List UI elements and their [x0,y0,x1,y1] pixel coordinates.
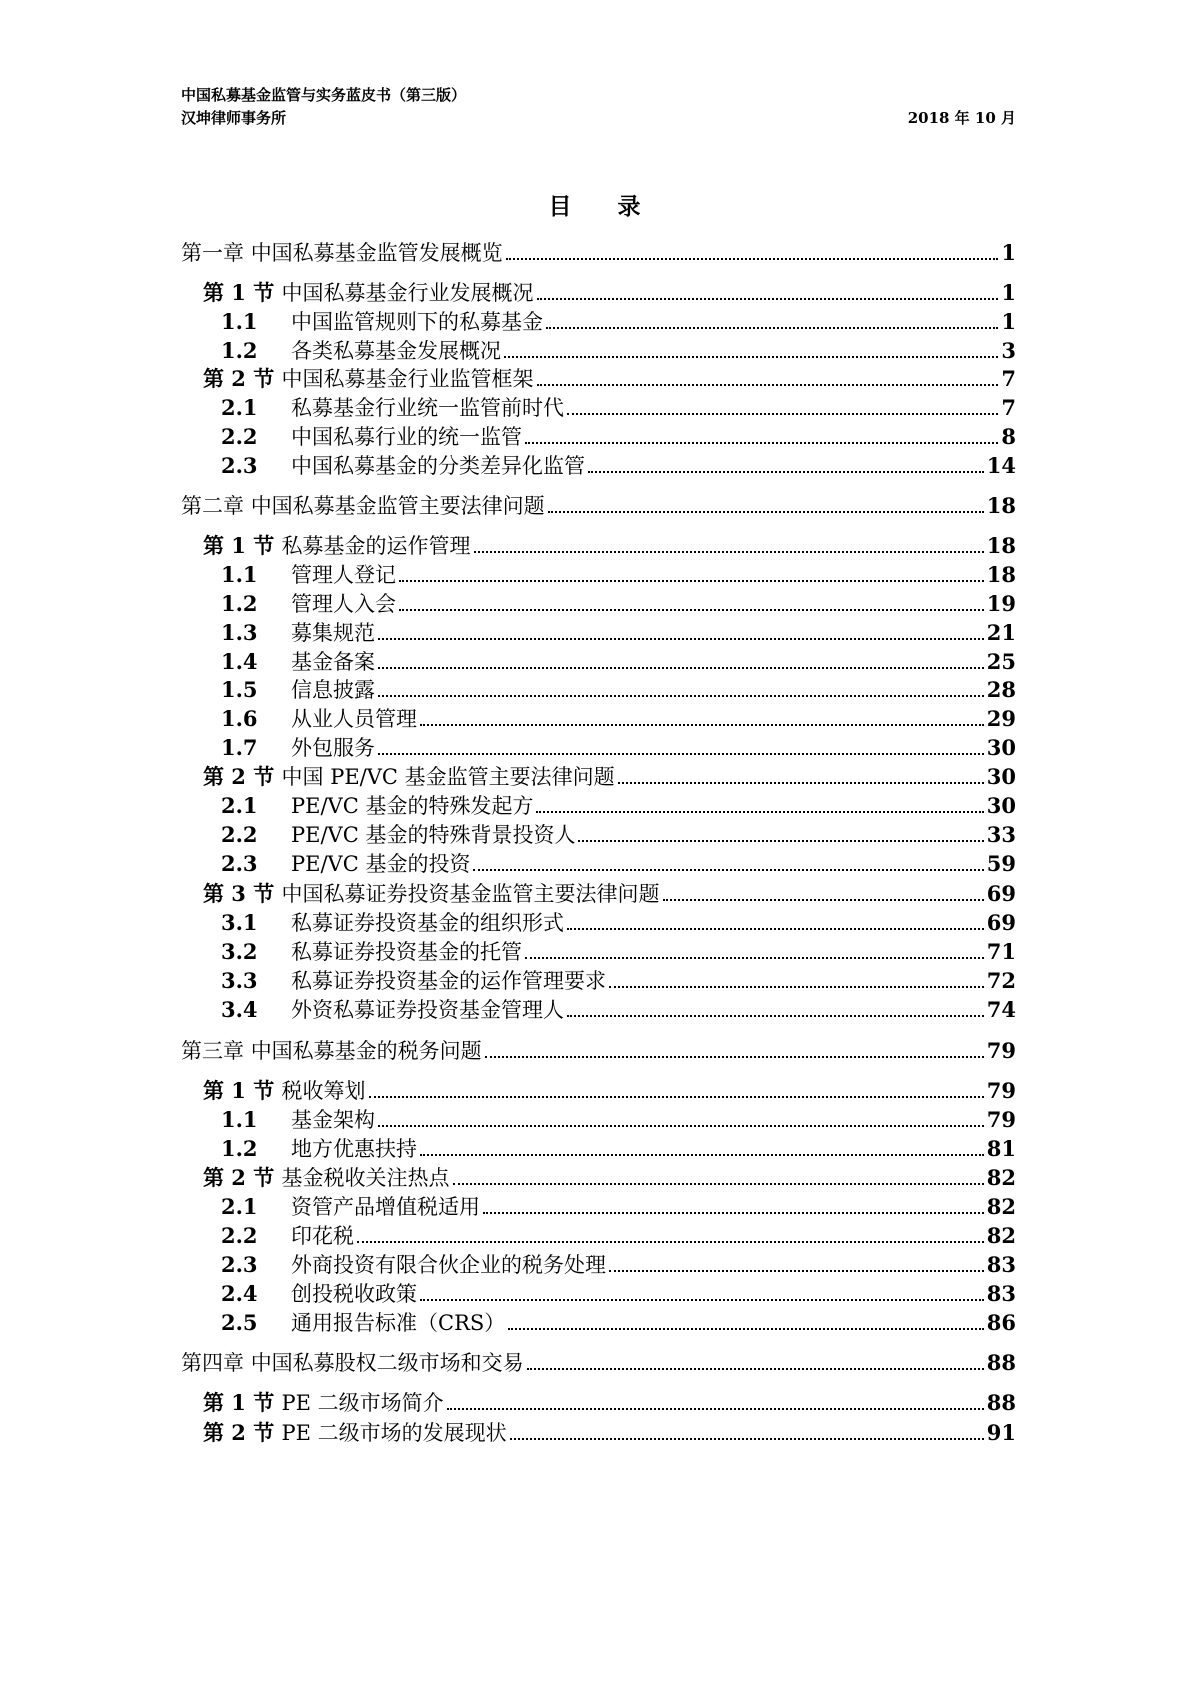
toc-entry-number: 第 1 节 [203,533,282,558]
toc-entry-title: 私募证券投资基金的运作管理要求 [291,969,606,993]
dot-leader [578,840,983,842]
toc-entry-number: 1.1 [221,309,258,334]
toc-subsection-entry[interactable] [221,1219,1016,1249]
header-row-2 [181,107,1016,130]
dot-leader [357,1241,984,1243]
toc-entry-title: 税收筹划 [281,1079,366,1103]
toc-entry-page: 1 [1001,309,1016,334]
dot-leader [399,580,984,582]
toc-entry-number: 2.3 [221,851,258,876]
toc-entry-title: 印花税 [291,1224,354,1248]
toc-entry-page: 69 [986,910,1016,935]
toc-entry-number: 第 1 节 [203,1390,282,1415]
toc-entry-title: 中国私募证券投资基金监管主要法律问题 [281,882,660,906]
toc-entry-number: 第 3 节 [203,881,282,906]
toc-entry-title: PE/VC 基金的特殊背景投资人 [291,823,576,847]
toc-subsection-entry[interactable] [221,1306,1016,1336]
dot-leader [399,609,984,611]
toc-entry-number: 3.4 [221,997,258,1022]
toc-subsection-entry[interactable] [221,789,1016,819]
toc-subsection-entry[interactable] [221,1277,1016,1307]
toc-subsection-entry[interactable] [221,1190,1016,1220]
toc-entry-page: 1 [1001,240,1016,265]
toc-entry-page: 18 [986,562,1016,587]
toc-entry-page: 83 [986,1281,1016,1306]
toc-subsection-entry[interactable] [221,334,1016,364]
toc-entry-title: 私募基金行业统一监管前时代 [291,396,564,420]
toc-entry-number: 2.3 [221,453,258,478]
toc-chapter-entry[interactable] [181,236,1016,266]
toc-entry-number: 第 2 节 [203,764,282,789]
dot-leader [378,1125,984,1127]
dot-leader [546,327,998,329]
toc-entry-page: 19 [986,591,1016,616]
dot-leader [420,1154,984,1156]
toc-entry-page: 71 [986,939,1016,964]
dot-leader [483,1212,984,1214]
toc-entry-page: 86 [986,1310,1016,1335]
toc-entry-page: 83 [986,1252,1016,1277]
toc-subsection-entry[interactable] [221,1103,1016,1133]
dot-leader [537,384,999,386]
dot-leader [548,511,984,513]
toc-subsection-entry[interactable] [221,964,1016,994]
toc-subsection-entry[interactable] [221,847,1016,877]
dot-leader [420,724,984,726]
toc-entry-page: 72 [986,968,1016,993]
toc-entry-title: PE 二级市场的发展现状 [281,1421,507,1445]
dot-leader [508,1328,984,1330]
toc-entry-page: 74 [986,997,1016,1022]
toc-subsection-entry[interactable] [221,558,1016,588]
toc-entry-page: 28 [986,677,1016,702]
toc-entry-number: 1.1 [221,1107,258,1132]
toc-entry-page: 82 [986,1194,1016,1219]
dot-leader [537,298,999,300]
toc-subsection-entry[interactable] [221,673,1016,703]
toc-entry-title: 中国 PE/VC 基金监管主要法律问题 [281,765,615,789]
toc-section-entry[interactable] [203,1416,1016,1446]
toc-entry-title: 私募证券投资基金的托管 [291,940,522,964]
dot-leader [378,638,984,640]
dot-leader [609,1270,984,1272]
toc-entry-number: 1.5 [221,677,258,702]
toc-entry-title: 外资私募证券投资基金管理人 [291,998,564,1022]
toc-chapter-entry[interactable] [181,489,1016,519]
toc-title-char-1: 目 [548,193,572,220]
toc-entry-page: 79 [986,1038,1016,1063]
toc-entry-title: 中国私募基金监管发展概览 [250,241,503,265]
toc-subsection-entry[interactable] [221,587,1016,617]
toc-entry-page: 25 [986,649,1016,674]
dot-leader [536,811,983,813]
dot-leader [567,1015,984,1017]
toc-entry-page: 79 [986,1078,1016,1103]
dot-leader [378,667,984,669]
toc-title [0,188,1189,221]
dot-leader [504,356,998,358]
toc-chapter-entry[interactable] [181,1346,1016,1376]
toc-entry-title: PE 二级市场简介 [281,1391,444,1415]
toc-entry-page: 30 [986,764,1016,789]
toc-subsection-entry[interactable] [221,702,1016,732]
toc-entry-page: 8 [1001,424,1016,449]
toc-entry-number: 3.1 [221,910,258,935]
toc-entry-title: 外包服务 [291,736,375,760]
toc-entry-number: 第二章 [181,494,251,518]
toc-subsection-entry[interactable] [221,1132,1016,1162]
firm-name: 汉坤律师事务所 [181,109,287,127]
toc-entry-number: 1.7 [221,735,258,760]
header-row-1 [181,84,1016,107]
toc-entry-number: 2.5 [221,1310,258,1335]
toc-entry-title: 中国私募行业的统一监管 [291,425,522,449]
dot-leader [618,782,984,784]
toc-entry-title: 外商投资有限合伙企业的税务处理 [291,1253,606,1277]
toc-chapter-entry[interactable] [181,1034,1016,1064]
toc-entry-title: 基金税收关注热点 [281,1166,450,1190]
toc-entry-page: 3 [1001,338,1016,363]
toc-subsection-entry[interactable] [221,1248,1016,1278]
toc-entry-page: 18 [986,533,1016,558]
dot-leader [510,1438,984,1440]
toc-entry-number: 1.2 [221,1136,258,1161]
toc-entry-number: 1.4 [221,649,258,674]
toc-entry-title: PE/VC 基金的投资 [291,852,471,876]
document-title: 中国私募基金监管与实务蓝皮书（第三版） [181,86,467,104]
toc-subsection-entry[interactable] [221,731,1016,761]
toc-entry-title: PE/VC 基金的特殊发起方 [291,794,534,818]
toc-entry-page: 91 [986,1420,1016,1445]
dot-leader [473,869,983,871]
toc-entry-number: 1.1 [221,562,258,587]
toc-entry-title: 地方优惠扶持 [291,1137,417,1161]
dot-leader [567,413,998,415]
toc-entry-number: 第 1 节 [203,280,282,305]
toc-subsection-entry[interactable] [221,645,1016,675]
toc-entry-title: 从业人员管理 [291,707,417,731]
toc-subsection-entry[interactable] [221,616,1016,646]
toc-entry-title: 各类私募基金发展概况 [291,339,501,363]
toc-entry-title: 管理人登记 [291,563,396,587]
dot-leader [447,1408,984,1410]
dot-leader [525,442,998,444]
toc-entry-page: 82 [986,1223,1016,1248]
toc-section-entry[interactable] [203,276,1016,306]
toc-entry-title: 基金架构 [291,1108,375,1132]
toc-entry-page: 79 [986,1107,1016,1132]
toc-entry-number: 第三章 [181,1039,251,1063]
dot-leader [663,899,984,901]
dot-leader [453,1183,984,1185]
dot-leader [420,1299,984,1301]
toc-title-char-2: 录 [617,193,641,220]
dot-leader [485,1056,984,1058]
toc-entry-page: 1 [1001,280,1016,305]
toc-subsection-entry[interactable] [221,449,1016,479]
publication-date: 2018 年 10 月 [907,109,1016,127]
toc-entry-number: 2.2 [221,1223,258,1248]
toc-entry-page: 33 [986,822,1016,847]
dot-leader [588,471,984,473]
toc-entry-number: 2.1 [221,1194,258,1219]
toc-section-entry[interactable] [203,362,1016,392]
toc-subsection-entry[interactable] [221,391,1016,421]
toc-section-entry[interactable] [203,877,1016,907]
toc-entry-number: 2.2 [221,822,258,847]
toc-entry-page: 14 [986,453,1016,478]
toc-section-entry[interactable] [203,760,1016,790]
dot-leader [378,695,984,697]
toc-entry-number: 3.3 [221,968,258,993]
toc-entry-page: 88 [986,1350,1016,1375]
toc-section-entry[interactable] [203,529,1016,559]
toc-entry-number: 第 2 节 [203,366,282,391]
toc-entry-page: 7 [1001,366,1016,391]
dot-leader [567,928,984,930]
toc-entry-number: 第 2 节 [203,1165,282,1190]
dot-leader [527,1368,984,1370]
toc-entry-number: 1.3 [221,620,258,645]
toc-entry-title: 中国私募基金行业发展概况 [281,281,534,305]
toc-entry-page: 7 [1001,395,1016,420]
toc-section-entry[interactable] [203,1386,1016,1416]
dot-leader [609,986,984,988]
toc-section-entry[interactable] [203,1074,1016,1104]
page-header [181,84,1016,130]
toc-subsection-entry[interactable] [221,305,1016,335]
toc-entry-page: 30 [986,793,1016,818]
toc-entry-number: 第四章 [181,1351,251,1375]
toc-entry-number: 1.2 [221,591,258,616]
toc-entry-title: 中国私募股权二级市场和交易 [250,1351,524,1375]
toc-entry-number: 3.2 [221,939,258,964]
toc-entry-page: 88 [986,1390,1016,1415]
toc-entry-number: 第 1 节 [203,1078,282,1103]
toc-entry-number: 2.3 [221,1252,258,1277]
toc-entry-title: 中国私募基金的税务问题 [250,1039,482,1063]
toc-entry-page: 30 [986,735,1016,760]
toc-entry-number: 1.6 [221,706,258,731]
toc-subsection-entry[interactable] [221,818,1016,848]
toc-entry-number: 2.1 [221,793,258,818]
dot-leader [474,551,984,553]
toc-entry-page: 69 [986,881,1016,906]
toc-entry-title: 信息披露 [291,678,375,702]
toc-entry-title: 创投税收政策 [291,1282,417,1306]
toc-entry-title: 募集规范 [291,621,375,645]
toc-entry-number: 2.1 [221,395,258,420]
toc-entry-title: 资管产品增值税适用 [291,1195,480,1219]
toc-entry-number: 2.2 [221,424,258,449]
toc-entry-number: 2.4 [221,1281,258,1306]
toc-entry-page: 21 [986,620,1016,645]
toc-entry-title: 管理人入会 [291,592,396,616]
toc-entry-number: 第 2 节 [203,1420,282,1445]
toc-entry-page: 81 [986,1136,1016,1161]
toc-subsection-entry[interactable] [221,420,1016,450]
toc-subsection-entry[interactable] [221,906,1016,936]
toc-entry-number: 1.2 [221,338,258,363]
toc-entry-title: 中国私募基金监管主要法律问题 [250,494,545,518]
toc-entry-title: 中国私募基金的分类差异化监管 [291,454,585,478]
toc-entry-title: 私募证券投资基金的组织形式 [291,911,564,935]
dot-leader [369,1096,984,1098]
toc-entry-title: 中国私募基金行业监管框架 [281,367,534,391]
toc-entry-page: 82 [986,1165,1016,1190]
toc-entry-title: 私募基金的运作管理 [281,534,471,558]
toc-section-entry[interactable] [203,1161,1016,1191]
toc-entry-page: 59 [986,851,1016,876]
toc-entry-title: 中国监管规则下的私募基金 [291,310,543,334]
toc-subsection-entry[interactable] [221,993,1016,1023]
toc-entry-page: 18 [986,493,1016,518]
toc-entry-page: 29 [986,706,1016,731]
toc-entry-title: 基金备案 [291,650,375,674]
dot-leader [506,258,999,260]
dot-leader [378,753,984,755]
toc-entry-number: 第一章 [181,241,251,265]
dot-leader [525,957,984,959]
toc-entry-title: 通用报告标准（CRS） [291,1311,506,1335]
toc-subsection-entry[interactable] [221,935,1016,965]
